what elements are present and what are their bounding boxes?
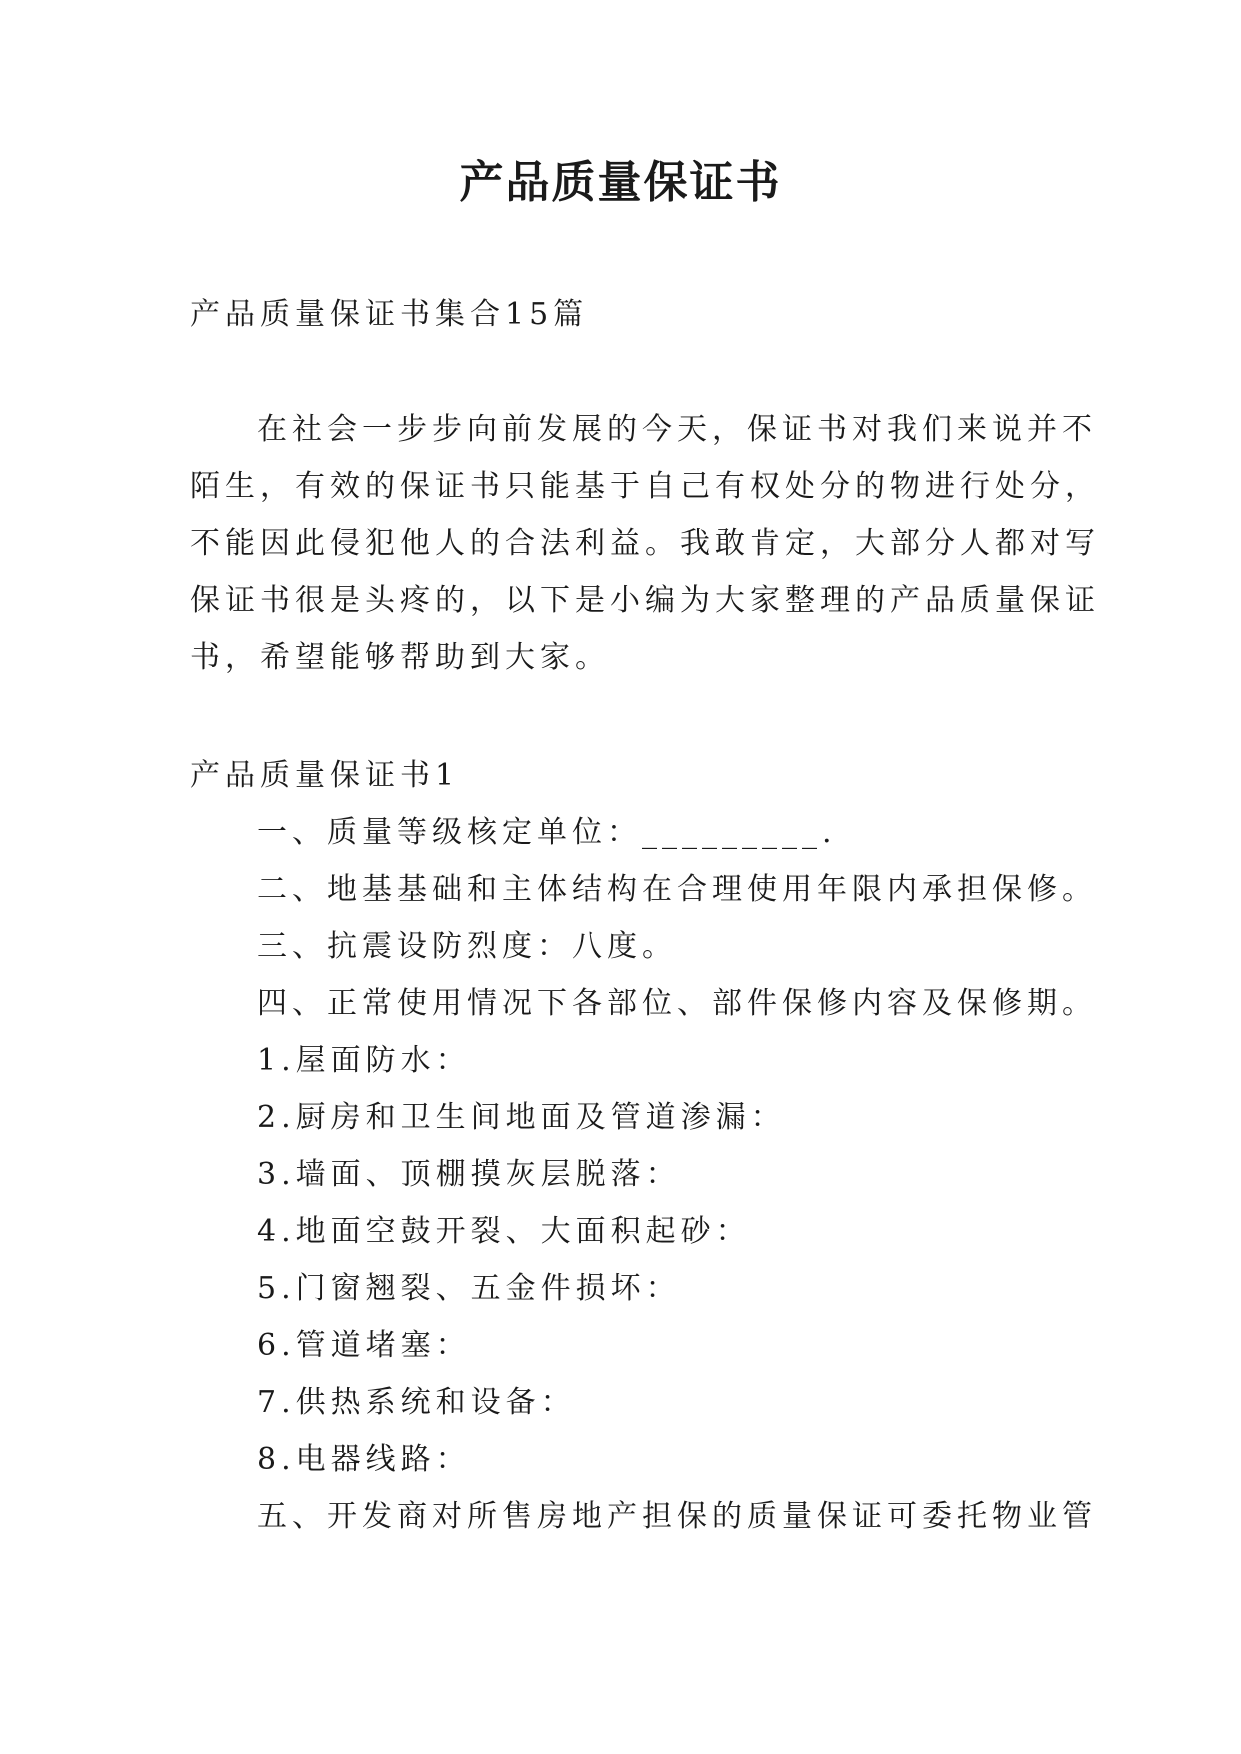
intro-line-3: 不能因此侵犯他人的合法利益。我敢肯定，大部分人都对写 (190, 526, 1100, 561)
item-2: 二、地基基础和主体结构在合理使用年限内承担保修。 (257, 872, 1097, 907)
item-7: 3.墙面、顶棚摸灰层脱落： (257, 1157, 681, 1192)
intro-line-2: 陌生，有效的保证书只能基于自己有权处分的物进行处分， (190, 469, 1100, 504)
item-12: 8.电器线路： (257, 1442, 471, 1477)
intro-line-4: 保证书很是头疼的，以下是小编为大家整理的产品质量保证 (190, 583, 1100, 618)
section-heading: 产品质量保证书1 (190, 758, 460, 793)
document-title: 产品质量保证书 (459, 157, 782, 208)
item-11: 7.供热系统和设备： (257, 1385, 576, 1420)
intro-line-1: 在社会一步步向前发展的今天，保证书对我们来说并不 (257, 412, 1097, 447)
item-13: 五、开发商对所售房地产担保的质量保证可委托物业管 (257, 1499, 1097, 1534)
item-6: 2.厨房和卫生间地面及管道渗漏： (257, 1100, 786, 1135)
document-subtitle: 产品质量保证书集合15篇 (190, 297, 589, 332)
item-3: 三、抗震设防烈度：八度。 (257, 929, 677, 964)
item-10: 6.管道堵塞： (257, 1328, 471, 1363)
intro-line-5: 书，希望能够帮助到大家。 (190, 640, 610, 675)
item-4: 四、正常使用情况下各部位、部件保修内容及保修期。 (257, 986, 1097, 1021)
item-5: 1.屋面防水： (257, 1043, 471, 1078)
item-8: 4.地面空鼓开裂、大面积起砂： (257, 1214, 751, 1249)
item-1: 一、质量等级核定单位：_________. (257, 815, 837, 850)
item-9: 5.门窗翘裂、五金件损坏： (257, 1271, 681, 1306)
